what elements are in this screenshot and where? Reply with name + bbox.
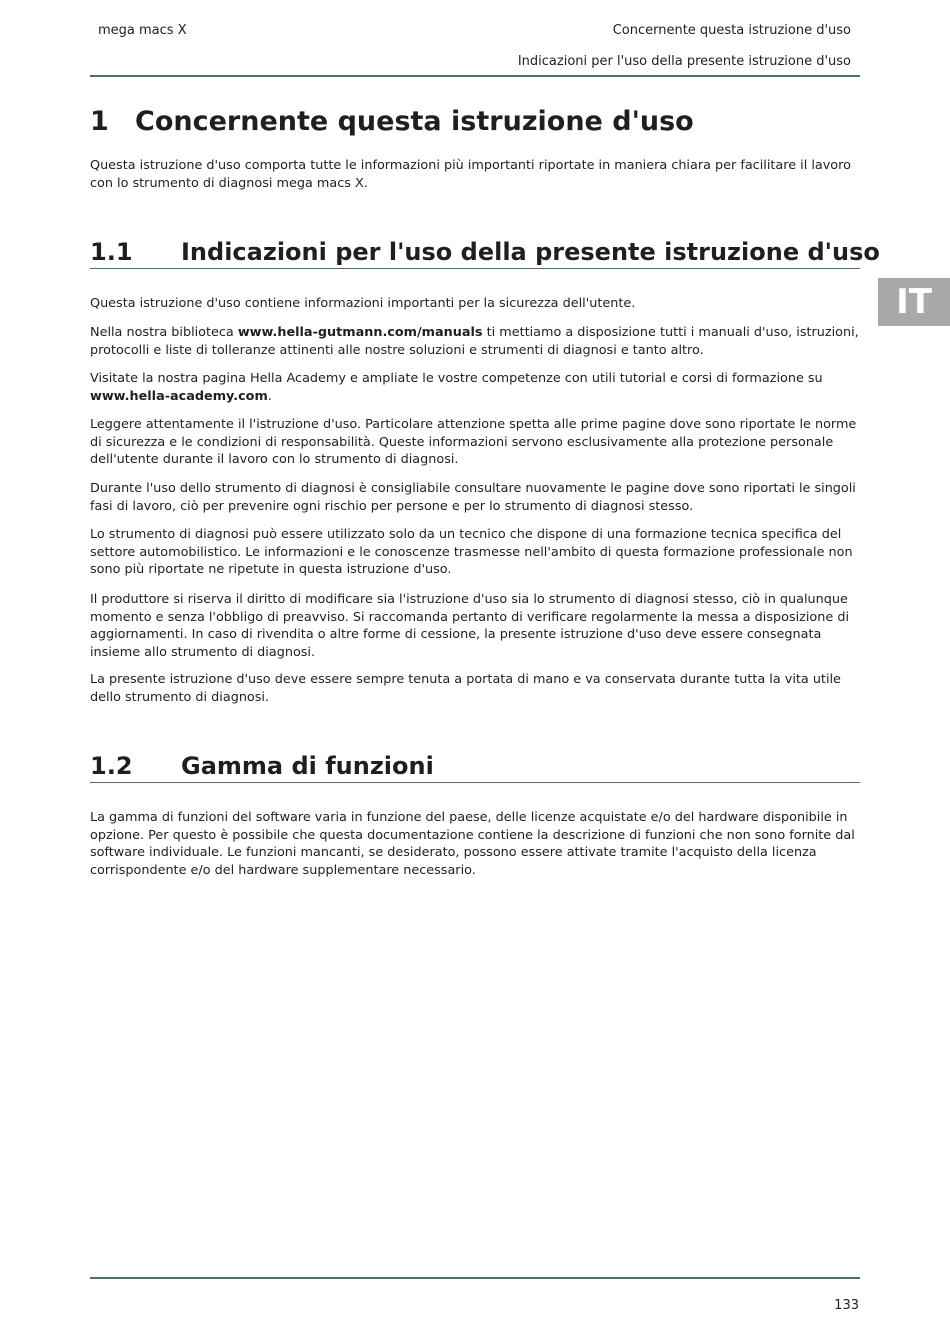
- section-1-2-heading: [90, 752, 860, 783]
- chapter-title: Concernente questa istruzione d'uso: [135, 106, 694, 137]
- header-rule: [90, 75, 860, 77]
- section-1-1-paragraph: Durante l'uso dello strumento di diagnosi è consigliabile consultare nuovamente le pagine dove sono riportati le singoli fasi di lavoro, ciò per prevenire ogni rischio per persone e per lo strumento di diagnosi stesso.: [90, 481, 856, 514]
- section-1-2-number: 1.2: [90, 752, 133, 780]
- section-1-1-paragraph: Il produttore si riserva il diritto di modificare sia l'istruzione d'uso sia lo strumento di diagnosi stesso, ciò in qualunque momento e senza l'obbligo di preavviso. Si raccomanda pertanto di verificare regolarmente la messa a disposizione di aggiornamenti. In caso di rivendita o altre forme di cessione, la presente istruzione d'uso deve essere consegnata insieme allo strumento di diagnosi.: [90, 592, 849, 660]
- section-1-1-paragraph: [90, 370, 862, 405]
- chapter-number: 1: [90, 106, 109, 137]
- running-header-chapter: Concernente questa istruzione d'uso: [612, 23, 851, 38]
- running-header-section: Indicazioni per l'uso della presente istruzione d'uso: [517, 54, 851, 69]
- section-1-1-title: Indicazioni per l'uso della presente istruzione d'uso: [181, 238, 880, 266]
- academy-link[interactable]: www.hella-academy.com: [90, 388, 268, 404]
- paragraph-text: ti mettiamo a disposizione tutti i manuali d'uso, istruzioni, protocolli e liste di tolleranze attinenti alle nostre soluzioni e strumenti di diagnosi e tanto altro.: [90, 325, 859, 358]
- page-number: 133: [834, 1298, 859, 1313]
- section-1-1-paragraph: Questa istruzione d'uso contiene informazioni importanti per la sicurezza dell'utente.: [90, 296, 636, 311]
- manuals-link[interactable]: www.hella-gutmann.com/manuals: [237, 325, 483, 340]
- footer-rule: [90, 1277, 860, 1279]
- language-tab: IT: [878, 278, 950, 326]
- section-1-2-paragraph: La gamma di funzioni del software varia in funzione del paese, delle licenze acquistate e/o del hardware disponibile in opzione. Per questo è possibile che questa documentazione contiene la descrizione di funzioni che non sono fornite dal software individuale. Le funzioni mancanti, se desiderato, possono essere attivate tramite l'acquisto della licenza corrispondente e/o del hardware supplementare necessario.: [90, 810, 855, 878]
- chapter-intro: Questa istruzione d'uso comporta tutte le informazioni più importanti riportate in maniera chiara per facilitare il lavoro con lo strumento di diagnosi mega macs X.: [90, 158, 851, 191]
- running-header-product: mega macs X: [98, 23, 187, 38]
- section-1-1-heading: [90, 238, 880, 269]
- paragraph-text: .: [267, 388, 272, 404]
- section-1-1-paragraph: La presente istruzione d'uso deve essere sempre tenuta a portata di mano e va conservata durante tutta la vita utile dello strumento di diagnosi.: [90, 672, 841, 705]
- section-1-1-number: 1.1: [90, 238, 133, 266]
- paragraph-text: Visitate la nostra pagina Hella Academy e ampliate le vostre competenze con utili tutorial e corsi di formazione su: [90, 371, 823, 386]
- section-1-1-paragraph: [90, 324, 862, 359]
- section-1-2-title: Gamma di funzioni: [181, 752, 434, 780]
- section-1-1-paragraph: Lo strumento di diagnosi può essere utilizzato solo da un tecnico che dispone di una formazione tecnica specifica del settore automobilistico. Le informazioni e le conoscenze trasmesse nell'ambito di questa formazione professionale non sono più riportate ne ripetute in questa istruzione d'uso.: [90, 527, 853, 578]
- section-1-1-paragraph: Leggere attentamente il l'istruzione d'uso. Particolare attenzione spetta alle prime pagine dove sono riportate le norme di sicurezza e le condizioni di responsabilità. Queste informazioni servono esclusivamente alla protezione personale dell'utente durante il lavoro con lo strumento di diagnosi.: [90, 417, 857, 468]
- paragraph-text: Nella nostra biblioteca: [90, 325, 238, 340]
- chapter-heading: [90, 106, 694, 137]
